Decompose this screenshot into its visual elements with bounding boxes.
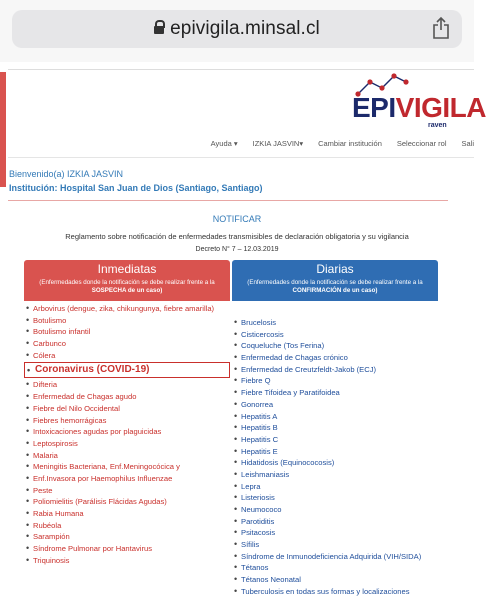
list-item[interactable]: • Enfermedad de Creutzfeldt-Jakob (ECJ) — [232, 364, 438, 376]
institution-text: Institución: Hospital San Juan de Dios (Santiago, Santiago) — [9, 183, 263, 193]
list-item[interactable]: • Sarampión — [24, 531, 230, 543]
immediate-subtitle: (Enfermedades donde la notificación se debe realizar frente a la SOSPECHA de un caso) — [39, 279, 215, 294]
list-item[interactable]: • Rabia Humana — [24, 508, 230, 520]
list-item[interactable]: • Cólera — [24, 350, 230, 362]
list-item[interactable]: • Lepra — [232, 481, 438, 493]
list-item[interactable]: • Fiebre Q — [232, 375, 438, 387]
list-item[interactable]: • Coqueluche (Tos Ferina) — [232, 340, 438, 352]
list-item[interactable]: • Intoxicaciones agudas por plaguicidas — [24, 426, 230, 438]
decree-text: Decreto N° 7 – 12.03.2019 — [195, 246, 279, 253]
logo-subtext: raven — [428, 122, 447, 129]
nav-change-institution[interactable]: Cambiar institución — [318, 139, 382, 148]
top-navbar — [8, 130, 474, 158]
covid-list-item[interactable]: • Coronavirus (COVID-19) — [24, 362, 230, 378]
list-item[interactable]: • Difteria — [24, 379, 230, 391]
list-item[interactable]: • Leishmaniasis — [232, 469, 438, 481]
list-item[interactable]: • Triquinosis — [24, 555, 230, 567]
list-item[interactable]: • Hepatitis C — [232, 434, 438, 446]
list-item[interactable]: • Poliomielitis (Parálisis Flácidas Agudas) — [24, 496, 230, 508]
list-item[interactable]: • Tétanos Neonatal — [232, 574, 438, 586]
list-item[interactable]: • Fiebre Tifoidea y Paratifoidea — [232, 387, 438, 399]
list-item[interactable]: • Leptospirosis — [24, 438, 230, 450]
nav-help[interactable]: Ayuda ▾ — [210, 139, 238, 148]
list-item[interactable]: • Enfermedad de Chagas crónico — [232, 352, 438, 364]
page-content — [0, 62, 486, 596]
url-text[interactable]: epivigila.minsal.cl — [170, 18, 320, 39]
list-item[interactable]: • Botulismo infantil — [24, 326, 230, 338]
list-item[interactable]: • Fiebres hemorrágicas — [24, 415, 230, 427]
list-item[interactable]: • Hepatitis E — [232, 446, 438, 458]
list-item[interactable]: • Brucelosis — [232, 317, 438, 329]
section-divider — [8, 200, 448, 201]
notify-title: NOTIFICAR — [212, 214, 262, 224]
list-item[interactable]: • Cisticercosis — [232, 329, 438, 341]
list-item[interactable]: • Rubéola — [24, 520, 230, 532]
list-item[interactable]: • Tétanos — [232, 562, 438, 574]
list-item[interactable]: • Fiebre del Nilo Occidental — [24, 403, 230, 415]
list-item[interactable]: • Peste — [24, 485, 230, 497]
list-item[interactable]: • Síndrome Pulmonar por Hantavirus — [24, 543, 230, 555]
list-item[interactable]: • Enfermedad de Chagas agudo — [24, 391, 230, 403]
immediate-list — [24, 303, 230, 566]
logo-wordmark: EPIVIGILA — [352, 92, 486, 123]
list-item[interactable]: • Botulismo — [24, 315, 230, 327]
list-item[interactable]: • Sífilis — [232, 539, 438, 551]
side-accent-bar — [0, 72, 6, 187]
list-item[interactable]: • Listeriosis — [232, 492, 438, 504]
list-item-continuation[interactable]: • Enf.Invasora por Haemophilus Influenzae — [24, 473, 230, 485]
list-item[interactable]: • Hidatidosis (Equinococosis) — [232, 457, 438, 469]
list-item[interactable]: • Tuberculosis en todas sus formas y localizaciones — [232, 586, 438, 598]
nav-user[interactable]: IZKIA JASVIN▾ — [252, 139, 304, 148]
list-item[interactable]: • Parotiditis — [232, 516, 438, 528]
nav-logout[interactable]: Sali — [461, 139, 474, 148]
welcome-text: Bienvenido(a) IZKIA JASVIN — [9, 169, 124, 179]
list-item[interactable]: • Hepatitis A — [232, 411, 438, 423]
list-item[interactable]: • Arbovirus (dengue, zika, chikungunya, fiebre amarilla) — [24, 303, 230, 315]
daily-header — [232, 260, 438, 301]
daily-title: Diarias — [316, 262, 354, 276]
immediate-column — [24, 260, 230, 566]
share-icon[interactable] — [432, 17, 450, 39]
immediate-title: Inmediatas — [97, 262, 157, 276]
daily-list — [232, 317, 438, 598]
list-item[interactable]: • Psitacosis — [232, 527, 438, 539]
browser-toolbar — [0, 0, 474, 62]
list-item[interactable]: • Malaria — [24, 450, 230, 462]
daily-subtitle: (Enfermedades donde la notificación se debe realizar frente a la CONFIRMACIÓN de un caso) — [247, 279, 423, 294]
list-item[interactable]: • Carbunco — [24, 338, 230, 350]
address-bar[interactable] — [12, 10, 462, 48]
list-item[interactable]: • Gonorrea — [232, 399, 438, 411]
immediate-header — [24, 260, 230, 301]
list-item[interactable]: • Síndrome de Inmunodeficiencia Adquirida (VIH/SIDA) — [232, 551, 438, 563]
list-item[interactable]: • Hepatitis B — [232, 422, 438, 434]
daily-column — [232, 260, 438, 598]
list-item[interactable]: • Neumococo — [232, 504, 438, 516]
nav-select-role[interactable]: Seleccionar rol — [396, 139, 447, 148]
lock-icon — [154, 25, 164, 36]
epivigila-logo — [350, 74, 486, 130]
header-divider — [8, 69, 474, 70]
list-item[interactable]: • Meningitis Bacteriana, Enf.Meningocócica y — [24, 461, 230, 473]
regulation-text: Reglamento sobre notificación de enfermedades transmisibles de declaración obligatoria y su vigilancia — [65, 232, 409, 241]
